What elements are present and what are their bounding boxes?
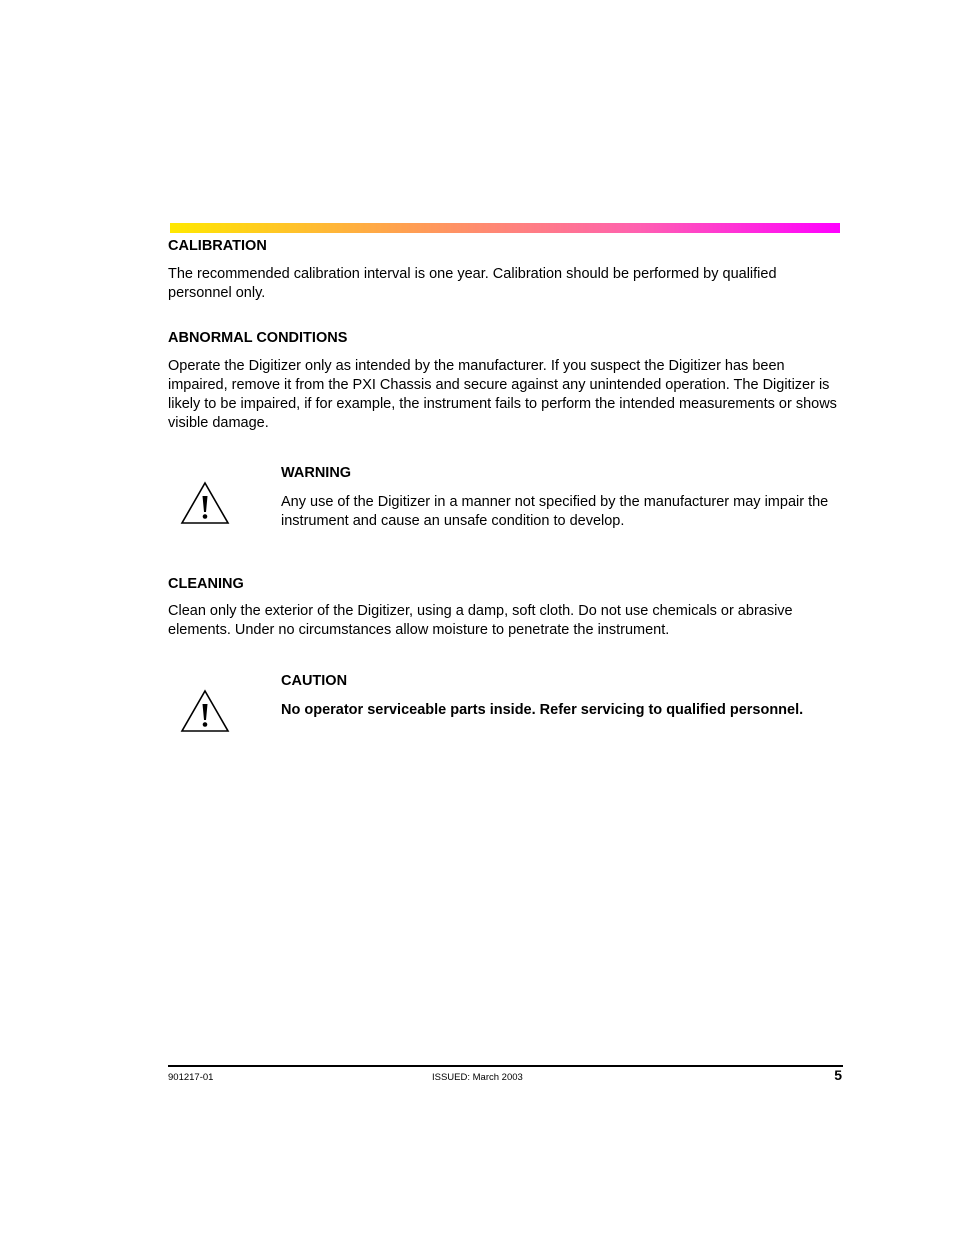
issued-date: ISSUED: March 2003 [432, 1072, 523, 1083]
page-number: 5 [834, 1067, 842, 1083]
warning-triangle-icon [180, 481, 230, 525]
doc-number: 901217-01 [168, 1072, 214, 1083]
cleaning-body: Clean only the exterior of the Digitizer, using a damp, soft cloth. Do not use chemicals or abrasive elements. Under no circumstances allow moisture to penetrate the instrument. [168, 603, 793, 638]
header-gradient-bar [170, 223, 840, 233]
warning-body: Any use of the Digitizer in a manner not specified by the manufacturer may impair the instrument and cause an unsafe condition to develop. [281, 494, 829, 529]
abnormal-conditions-heading: ABNORMAL CONDITIONS [168, 330, 348, 346]
footer-rule [168, 1065, 843, 1067]
warning-triangle-icon [180, 689, 230, 733]
calibration-body: The recommended calibration interval is one year. Calibration should be performed by qualified personnel only. [168, 266, 777, 301]
caution-body: No operator serviceable parts inside. Refer servicing to qualified personnel. [281, 702, 804, 718]
caution-heading: CAUTION [281, 673, 348, 689]
abnormal-conditions-body: Operate the Digitizer only as intended by the manufacturer. If you suspect the Digitizer has been impaired, remove it from the PXI Chassis and secure against any unintended operation. The Digitizer is likely to be impaired, if for example, the instrument fails to perform the intended measurements or shows visible damage. [168, 358, 837, 431]
warning-heading: WARNING [281, 465, 352, 481]
cleaning-heading: CLEANING [168, 576, 244, 592]
calibration-heading: CALIBRATION [168, 238, 267, 254]
